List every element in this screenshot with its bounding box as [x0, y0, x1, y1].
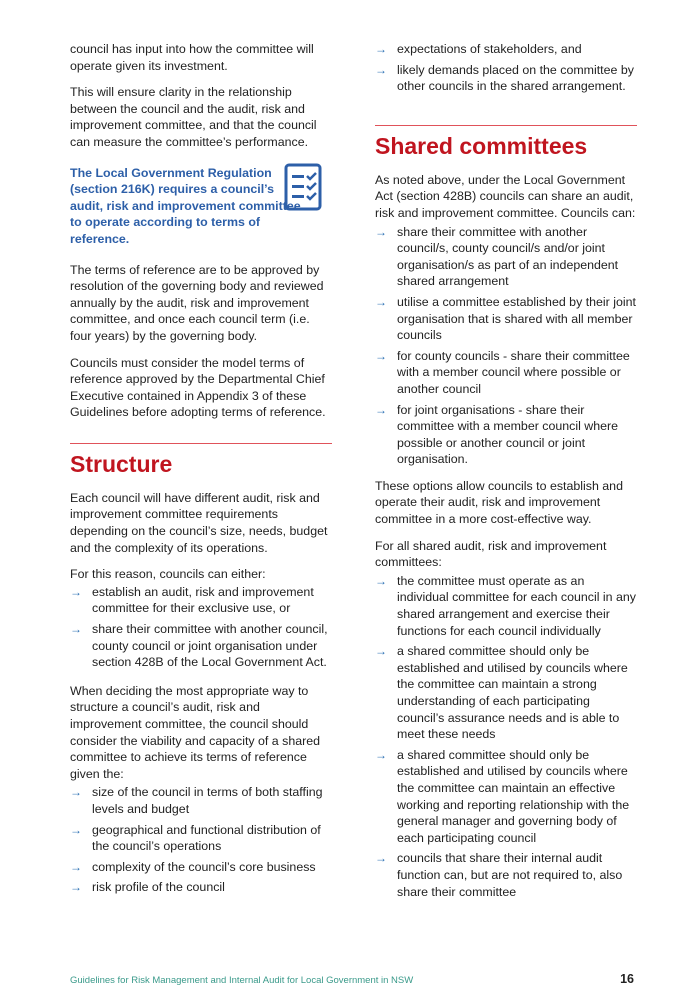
- list-item: → a shared committee should only be established and utilised by councils where the committee can maintain an effective working and reporting relationship with the general manager and governing body of each participating council: [375, 747, 630, 845]
- list-item: → establish an audit, risk and improvement committee for their exclusive use, or: [70, 584, 314, 616]
- list-item: → utilise a committee established by their joint organisation that is shared with all member councils: [375, 294, 636, 343]
- structure-heading: Structure: [70, 450, 173, 477]
- structure-options-list: [70, 584, 332, 671]
- terms-approval-paragraph: The terms of reference are to be approved by resolution of the governing body and reviewed annually by the audit, risk and improvement committee, and once each council term (i.e. four years) by the governing body.: [70, 262, 324, 343]
- terms-of-reference-callout: [70, 165, 332, 248]
- intro-paragraph-1: council has input into how the committee will operate given its investment.: [70, 42, 314, 73]
- arrow-icon: →: [70, 785, 82, 800]
- intro-paragraph-2: This will ensure clarity in the relationship between the council and the audit, risk and improvement committee, and that the council can measure the committee’s performance.: [70, 85, 317, 149]
- list-item: → size of the council in terms of both staffing levels and budget: [70, 785, 323, 816]
- right-column: [375, 41, 637, 904]
- shared-options-list: [375, 224, 637, 468]
- arrow-icon: →: [375, 573, 387, 588]
- arrow-icon: →: [375, 644, 387, 659]
- list-item: → likely demands placed on the committee by other councils in the shared arrangement.: [375, 62, 634, 94]
- list-item: → geographical and functional distribution of the council’s operations: [70, 822, 321, 854]
- arrow-icon: →: [375, 224, 387, 239]
- shared-requirements-list: [375, 573, 637, 900]
- structure-considerations-list: [70, 784, 332, 896]
- arrow-icon: →: [375, 348, 387, 363]
- model-terms-paragraph: Councils must consider the model terms of reference approved by the Departmental Chief Executive contained in Appendix 3 of these Guidelines before adopting terms of reference.: [70, 355, 326, 420]
- structure-paragraph-2: For this reason, councils can either:: [70, 567, 266, 582]
- shared-paragraph-2: These options allow councils to establish and operate their audit, risk and improvement committee in a more cost-effective way.: [375, 478, 623, 527]
- arrow-icon: →: [375, 747, 387, 762]
- list-item: → the committee must operate as an individual committee for each council in any shared arrangement and exercise their functions for each council individually: [375, 573, 636, 638]
- list-item: → complexity of the council’s core business: [70, 859, 316, 874]
- list-item: → for county councils - share their committee with a member council where possible or another council: [375, 348, 630, 396]
- arrow-icon: →: [375, 62, 387, 77]
- shared-paragraph-1: As noted above, under the Local Government Act (section 428B) councils can share an audit, risk and improvement committee. Councils can:: [375, 172, 636, 220]
- list-item: → risk profile of the council: [70, 880, 225, 895]
- checklist-icon: [284, 163, 322, 211]
- list-item: → for joint organisations - share their committee with a member council where possible or another council or joint organisation.: [375, 402, 619, 467]
- arrow-icon: →: [70, 622, 82, 637]
- list-item: → councils that share their internal audit function can, but are not required to, also share their committee: [375, 851, 623, 899]
- arrow-icon: →: [375, 402, 387, 417]
- footer-title: Guidelines for Risk Management and Internal Audit for Local Government in NSW: [70, 975, 414, 986]
- structure-paragraph-1: Each council will have different audit, risk and improvement committee requirements depending on the council’s size, needs, budget and the complexity of its operations.: [70, 490, 328, 555]
- arrow-icon: →: [70, 584, 82, 599]
- shared-committees-heading: Shared committees: [375, 132, 588, 159]
- structure-paragraph-3: When deciding the most appropriate way to structure a council’s audit, risk and improvement committee, the council should consider the viability and capacity of a shared committee to achieve its terms of reference given the:: [70, 683, 321, 781]
- arrow-icon: →: [375, 294, 387, 309]
- arrow-icon: →: [70, 859, 82, 874]
- arrow-icon: →: [375, 42, 387, 56]
- arrow-icon: →: [70, 822, 82, 837]
- arrow-icon: →: [70, 880, 82, 895]
- shared-paragraph-3: For all shared audit, risk and improvement committees:: [375, 538, 607, 570]
- left-column: [70, 41, 332, 900]
- list-item: → share their committee with another council, county council or joint organisation under section 428B of the Local Government Act.: [70, 622, 328, 670]
- list-item: → share their committee with another council/s, county council/s and/or joint organisation/s as part of an independent shared arrangement: [375, 224, 619, 289]
- list-item: → expectations of stakeholders, and: [375, 42, 582, 56]
- callout-text: The Local Government Regulation (section 216K) requires a council’s audit, risk and improvement committee to operate according to terms of reference.: [70, 165, 301, 246]
- stakeholder-list: [375, 41, 637, 95]
- list-item: → a shared committee should only be established and utilised by councils where the committee can maintain a strong understanding of each participating council’s assurance needs and is able to meet these needs: [375, 644, 628, 742]
- page-number: 16: [620, 972, 634, 986]
- arrow-icon: →: [375, 851, 387, 866]
